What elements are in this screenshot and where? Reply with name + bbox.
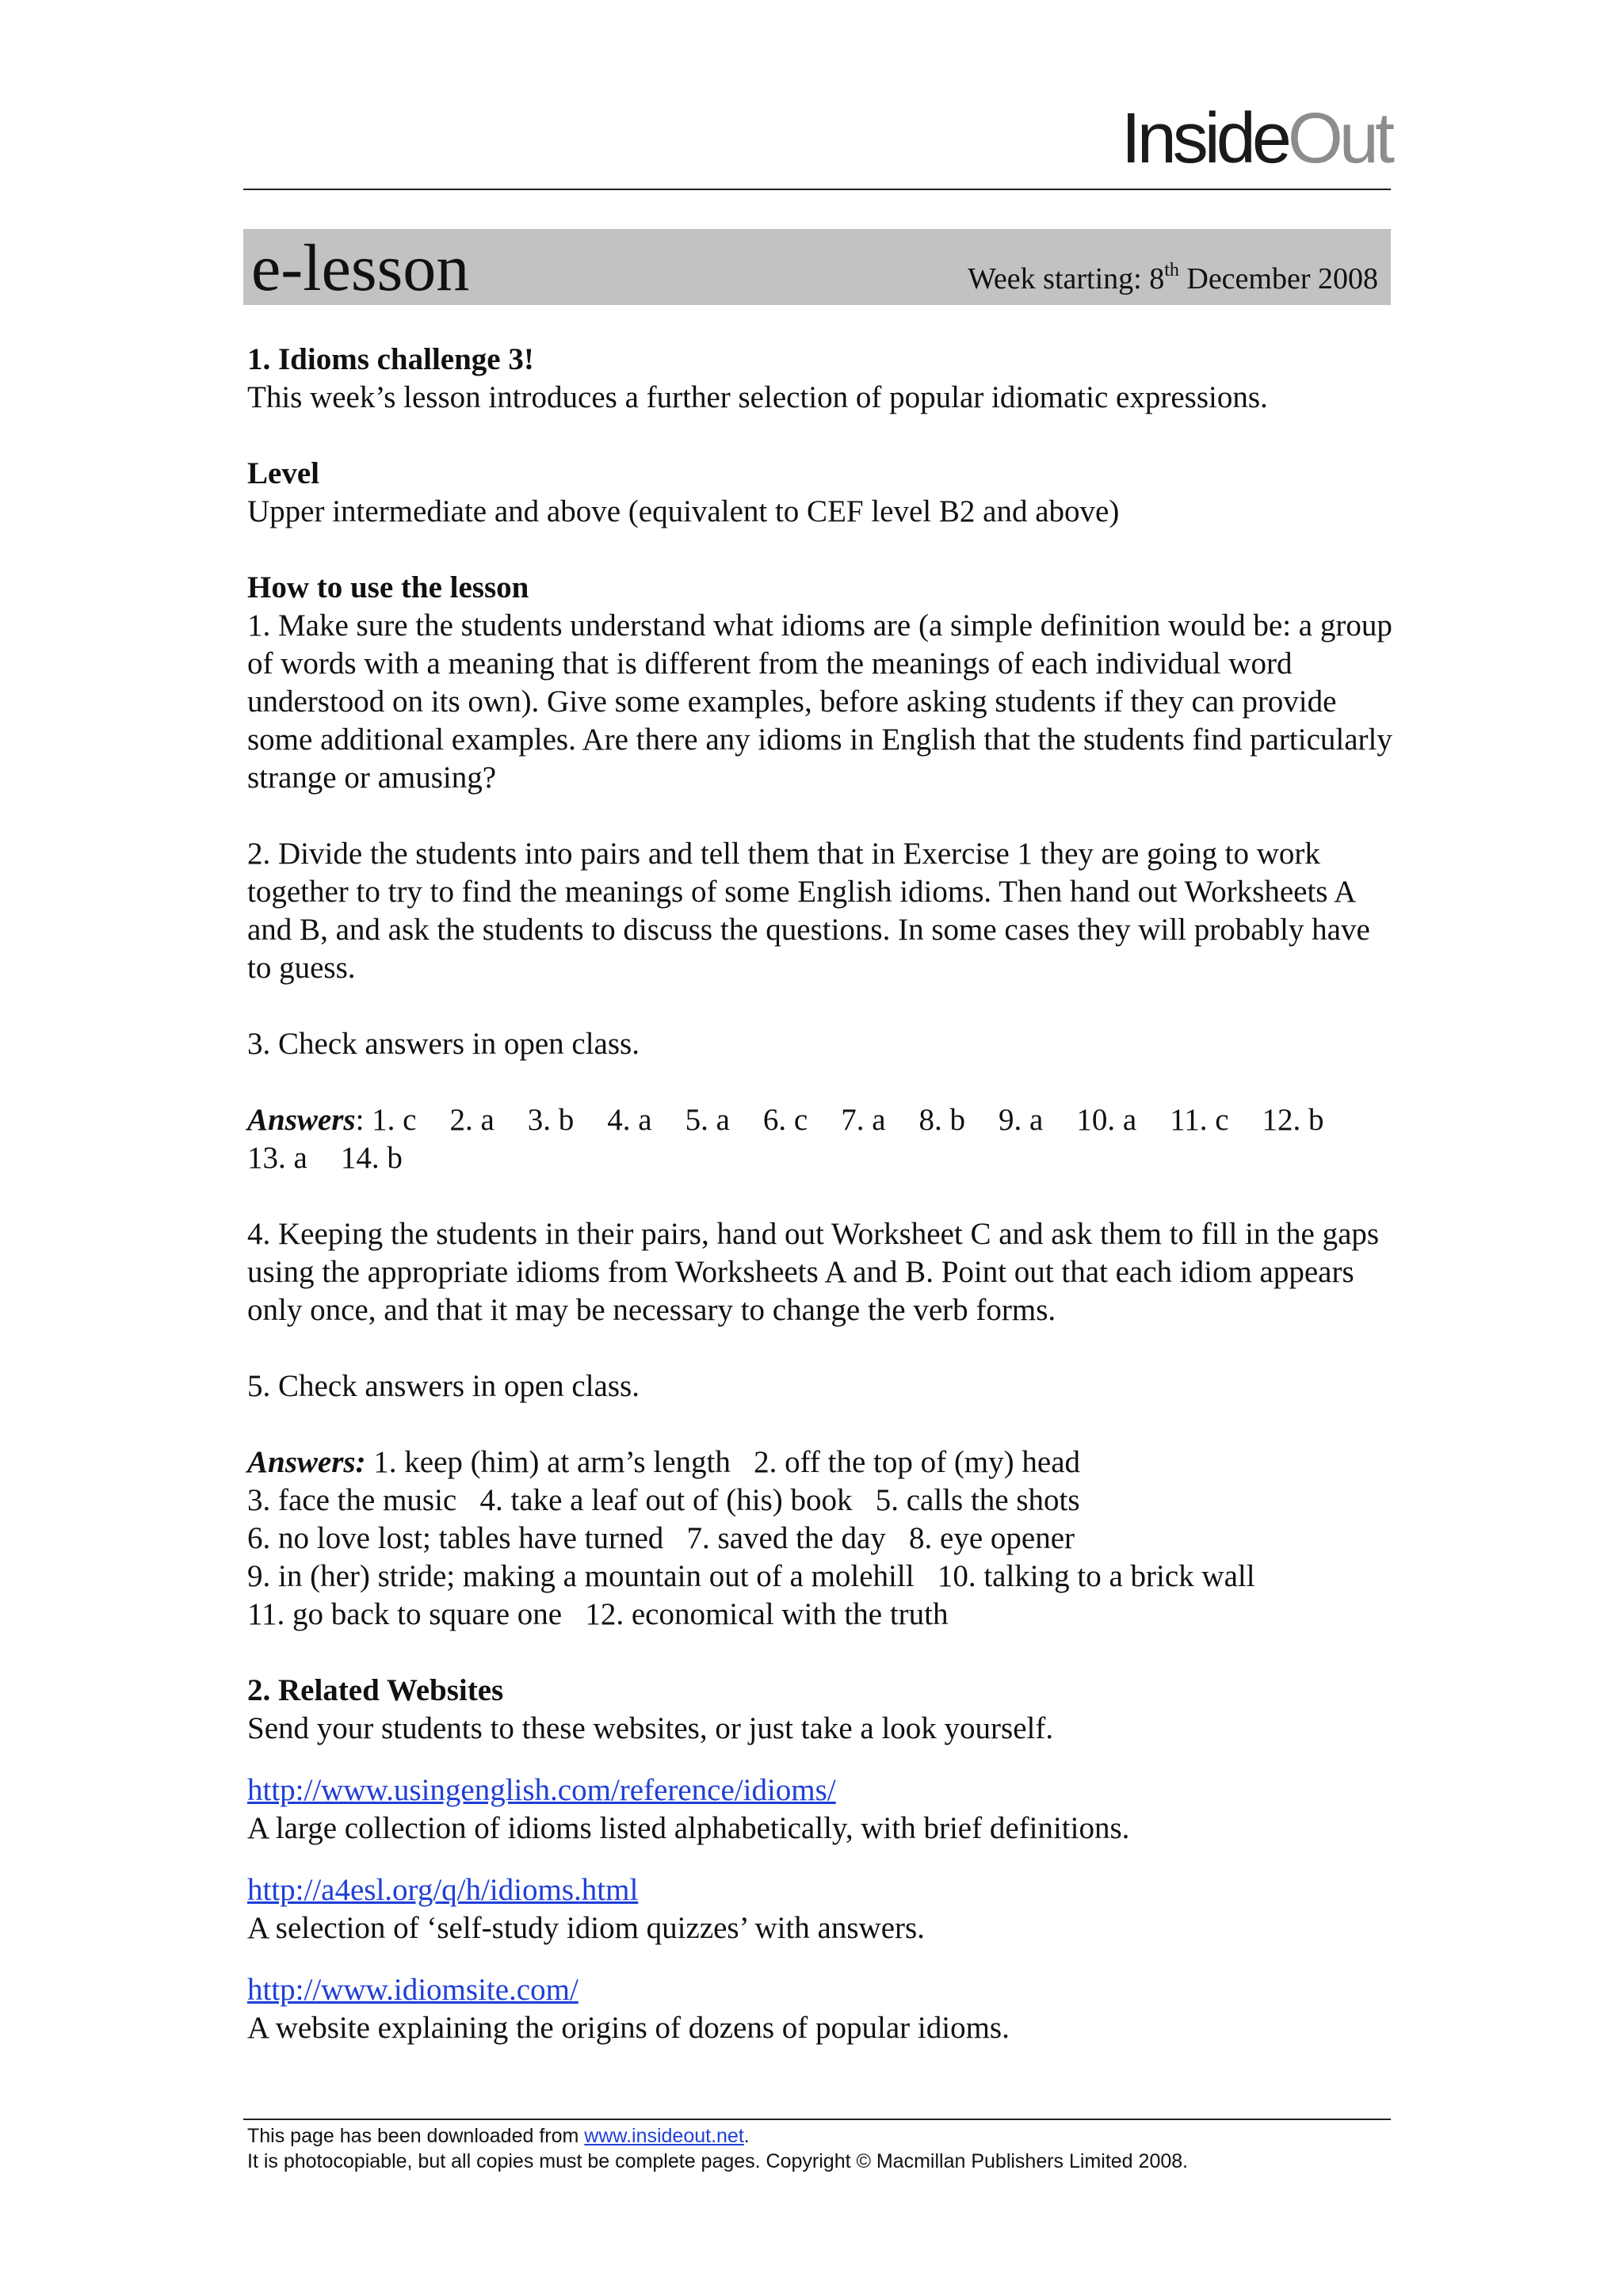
week-starting xyxy=(968,260,1378,296)
footer-rule xyxy=(243,2119,1391,2120)
brand-word-inside: Inside xyxy=(1121,99,1288,178)
footer-line-2: It is photocopiable, but all copies must be complete pages. Copyright © Macmillan Publishers Limited 2008. xyxy=(247,2150,1189,2172)
website-link-usingenglish[interactable]: http://www.usingenglish.com/reference/idioms/ xyxy=(247,1773,836,1807)
answer-item: 4. a xyxy=(607,1103,652,1137)
website-desc-usingenglish: A large collection of idioms listed alphabetically, with brief definitions. xyxy=(247,1811,1130,1845)
website-desc-a4esl: A selection of ‘self-study idiom quizzes’ with answers. xyxy=(247,1911,925,1945)
answer-item: 7. a xyxy=(841,1103,886,1137)
level-text: Upper intermediate and above (equivalent to CEF level B2 and above) xyxy=(247,494,1120,528)
answers-2-line-3: 6. no love lost; tables have turned 7. saved the day 8. eye opener xyxy=(247,1521,1075,1555)
lesson-content xyxy=(247,341,1396,2047)
level-heading: Level xyxy=(247,456,319,490)
answers-label-1: Answers xyxy=(247,1103,356,1137)
answer-item: 11. c xyxy=(1170,1103,1229,1137)
week-ordinal: th xyxy=(1164,260,1179,280)
section1-heading: 1. Idioms challenge 3! xyxy=(247,342,534,376)
answer-item: 1. c xyxy=(372,1103,417,1137)
answers-2-line-2: 3. face the music 4. take a leaf out of (his) book 5. calls the shots xyxy=(247,1483,1080,1517)
footer-prefix: This page has been downloaded from xyxy=(247,2125,585,2147)
answer-item: 8. b xyxy=(918,1103,966,1137)
week-suffix: December 2008 xyxy=(1178,262,1378,296)
page-footer xyxy=(247,2123,1396,2174)
answer-item: 12. b xyxy=(1262,1103,1324,1137)
step-1: 1. Make sure the students understand what idioms are (a simple definition would be: a group of words with a meaning that is different from the meanings of each individual word understood on its own). Give some examples, before asking students if they can provide some additional examples. Are there any idioms in English that the students find particularly strange or amusing? xyxy=(247,608,1392,795)
brand-logo xyxy=(1121,99,1391,178)
section1-intro: This week’s lesson introduces a further selection of popular idiomatic expressions. xyxy=(247,380,1268,414)
banner-title: e-lesson xyxy=(251,231,470,305)
footer-link[interactable]: www.insideout.net xyxy=(584,2125,744,2147)
answers-2-text-1: 1. keep (him) at arm’s length 2. off the top of (my) head xyxy=(365,1445,1081,1479)
answer-item: 6. c xyxy=(762,1103,808,1137)
answer-item: 13. a xyxy=(247,1141,307,1175)
website-desc-idiomsite: A website explaining the origins of dozens of popular idioms. xyxy=(247,2011,1010,2045)
week-prefix: Week starting: 8 xyxy=(968,262,1165,296)
footer-suffix: . xyxy=(743,2125,750,2147)
website-link-a4esl[interactable]: http://a4esl.org/q/h/idioms.html xyxy=(247,1873,639,1907)
answer-item: 9. a xyxy=(999,1103,1044,1137)
answer-item: 2. a xyxy=(449,1103,495,1137)
answer-item: 10. a xyxy=(1076,1103,1137,1137)
answer-item: 5. a xyxy=(685,1103,730,1137)
lesson-banner xyxy=(243,229,1391,305)
step-2: 2. Divide the students into pairs and tell them that in Exercise 1 they are going to work together to try to find the meanings of some English idioms. Then hand out Worksheets A and B, and ask the students to discuss the questions. In some cases they will probably have to guess. xyxy=(247,837,1370,985)
step-4: 4. Keeping the students in their pairs, hand out Worksheet C and ask them to fill in the gaps using the appropriate idioms from Worksheets A and B. Point out that each idiom appears only once, and that it may be necessary to change the verb forms. xyxy=(247,1217,1380,1327)
answers-2-line-1 xyxy=(247,1444,1396,1482)
answers-2-line-5: 11. go back to square one 12. economical with the truth xyxy=(247,1597,949,1631)
answer-item: 3. b xyxy=(527,1103,575,1137)
website-link-idiomsite[interactable]: http://www.idiomsite.com/ xyxy=(247,1973,579,2007)
step-3: 3. Check answers in open class. xyxy=(247,1027,640,1061)
section2-intro: Send your students to these websites, or just take a look yourself. xyxy=(247,1711,1054,1745)
step-5: 5. Check answers in open class. xyxy=(247,1369,640,1403)
brand-word-out: Out xyxy=(1287,99,1391,178)
answers-list-1: Answers: 1. c 2. a 3. b 4. a 5. a 6. c 7. a 8. b 9. a 10. a 11. c 12. b 13. a 14. b xyxy=(247,1101,1396,1177)
answers-2-line-4: 9. in (her) stride; making a mountain out of a molehill 10. talking to a brick wall xyxy=(247,1559,1255,1593)
howto-heading: How to use the lesson xyxy=(247,570,529,605)
header-rule xyxy=(243,189,1391,190)
section2-heading: 2. Related Websites xyxy=(247,1673,504,1707)
answer-item: 14. b xyxy=(340,1141,403,1175)
footer-line-1 xyxy=(247,2123,1396,2149)
answers-label-2: Answers: xyxy=(247,1445,366,1479)
